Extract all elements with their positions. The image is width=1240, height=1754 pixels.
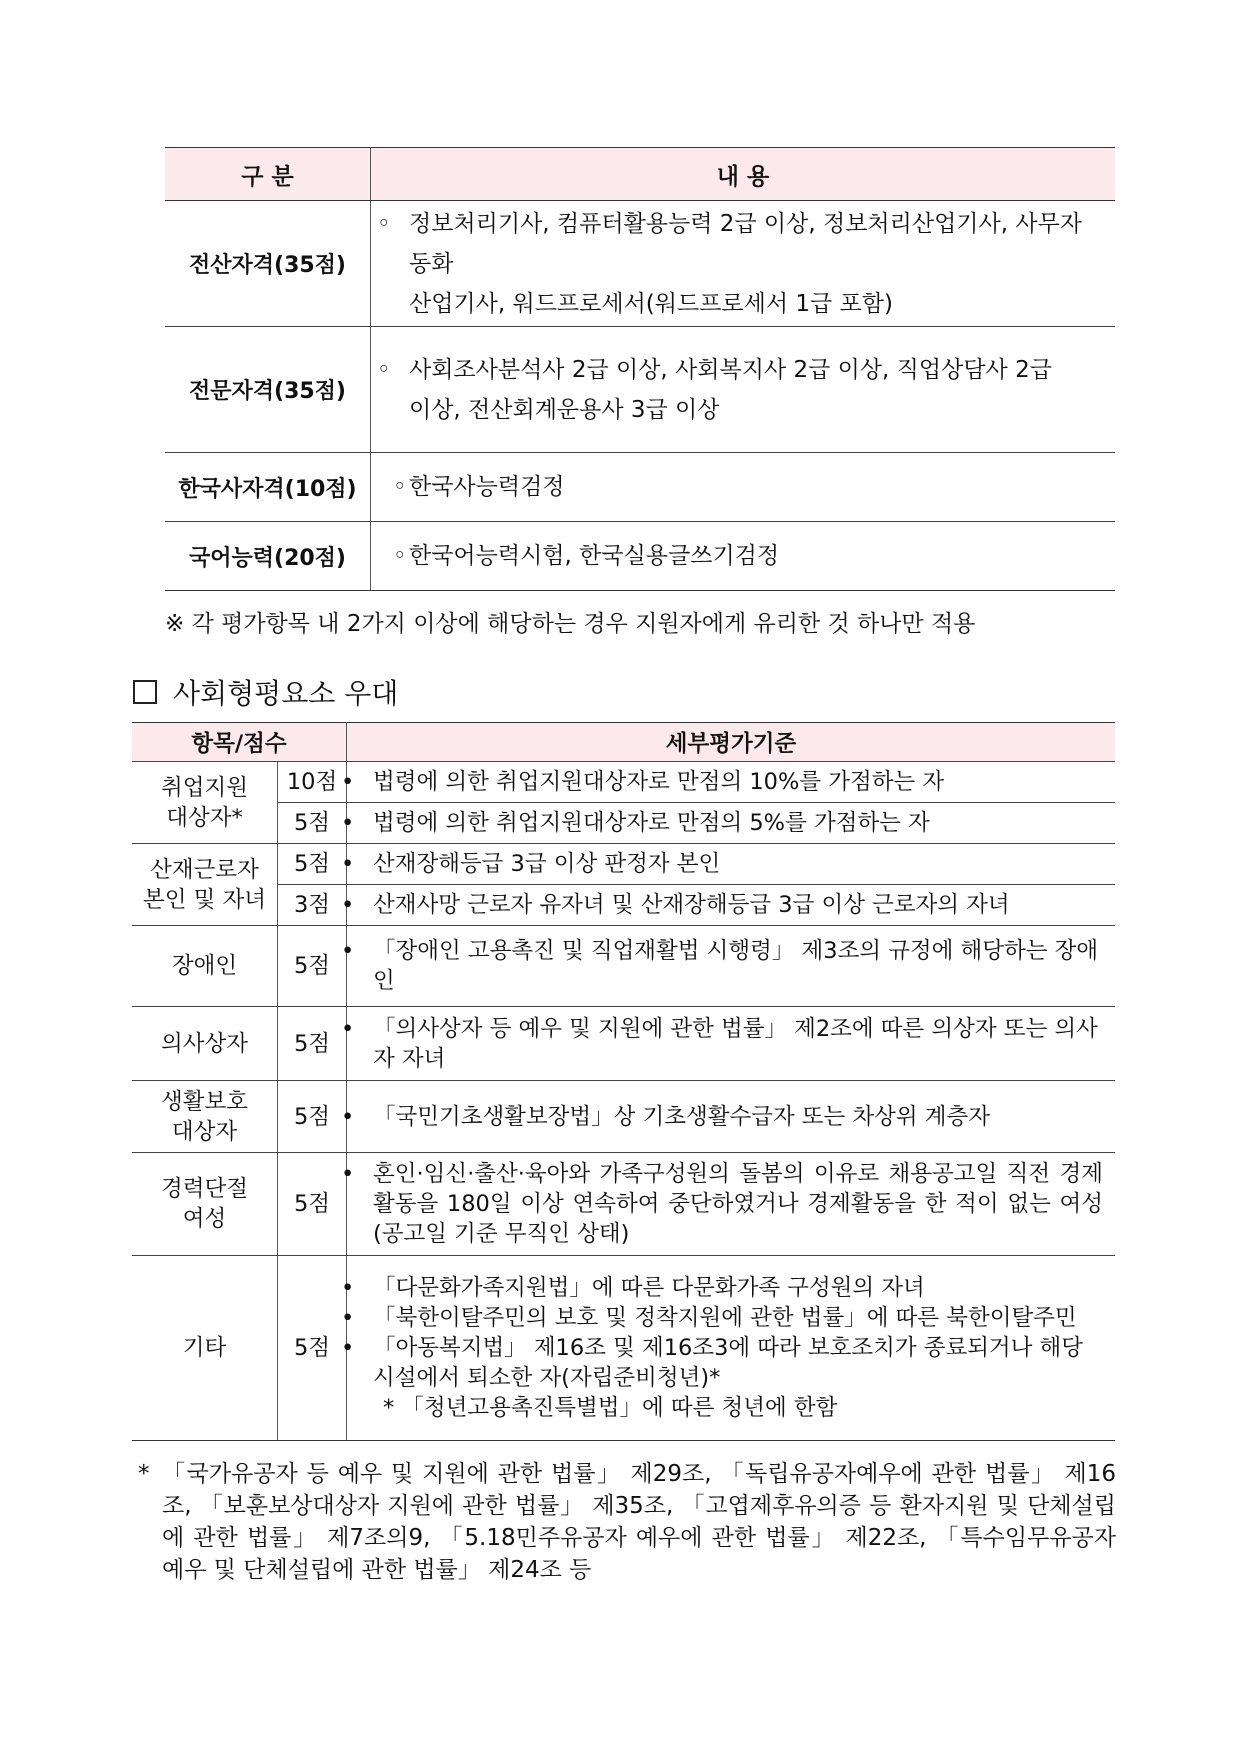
content-cell: ◦ 사회조사분석사 2급 이상, 사회복지사 2급 이상, 직업상담사 2급 이상, 전산회계운용사 3급 이상 xyxy=(371,327,1116,453)
bullet-icon: • xyxy=(341,1161,355,1187)
bullet-icon: • xyxy=(341,1103,355,1130)
criteria-cell: • 법령에 의한 취업지원대상자로 만점의 5%를 가점하는 자 xyxy=(347,803,1116,844)
score-cell: 5점 xyxy=(278,926,347,1007)
criteria-cell: • 산재사망 근로자 유자녀 및 산재장해등급 3급 이상 근로자의 자녀 xyxy=(347,885,1116,926)
section-title: 사회형평요소 우대 xyxy=(173,677,399,710)
item-cell: 의사상자 xyxy=(132,1007,278,1081)
bullet-icon: • xyxy=(341,1015,355,1042)
criteria-cell: • 산재장해등급 3급 이상 판정자 본인 xyxy=(347,844,1116,885)
content-cell: ◦ 한국사능력검정 xyxy=(371,453,1116,522)
score-cell: 5점 xyxy=(278,844,347,885)
qualification-table xyxy=(165,147,1115,591)
bullet-icon: • xyxy=(341,810,355,836)
criteria-cell: • 법령에 의한 취업지원대상자로 만점의 10%를 가점하는 자 xyxy=(347,762,1116,803)
footnote xyxy=(138,1458,1116,1586)
table-row xyxy=(132,803,1115,844)
table-row xyxy=(132,926,1115,1007)
criteria-cell: • 「국민기초생활보장법」상 기초생활수급자 또는 차상위 계층자 xyxy=(347,1081,1116,1153)
criteria-subnote: * 「청년고용촉진특별법」에 따른 청년에 한함 xyxy=(383,1395,838,1421)
bullet-icon: • xyxy=(341,851,355,877)
table-row xyxy=(132,844,1115,885)
item-cell: 경력단절 여성 xyxy=(132,1153,278,1256)
category-label: 전산자격(35점) xyxy=(165,201,371,327)
bullet-icon: • xyxy=(341,769,355,795)
table-row xyxy=(132,762,1115,803)
bullet-icon: ◦ xyxy=(377,210,391,237)
bullet-icon: • xyxy=(341,938,355,964)
item-cell: 장애인 xyxy=(132,926,278,1007)
bullet-icon: • xyxy=(341,1335,355,1361)
score-cell: 3점 xyxy=(278,885,347,926)
footnote-mark: * xyxy=(138,1461,150,1487)
item-cell: 기타 xyxy=(132,1256,278,1441)
social-equity-table xyxy=(132,722,1115,1441)
table-row xyxy=(165,327,1115,453)
category-label: 한국사자격(10점) xyxy=(165,453,371,522)
footnote-text: 「국가유공자 등 예우 및 지원에 관한 법률」 제29조, 「독립유공자예우에 관한 법률」 제16조, 「보훈보상대상자 지원에 관한 법률」 제35조, 「고엽제후유의증 등 환자지원 및 단체설립에 관한 법률」 제7조의9, 「5.18민주유공자 예우에 관한 법률」 제22조, 「특수임무유공자 예우 및 단체설립에 관한 법률」 제24조 등 xyxy=(162,1461,1116,1583)
score-cell: 5점 xyxy=(278,1007,347,1081)
item-cell: 취업지원 대상자* xyxy=(132,762,278,844)
table-row xyxy=(165,201,1115,327)
table-row xyxy=(132,885,1115,926)
bullet-icon: • xyxy=(341,1275,355,1301)
category-label: 국어능력(20점) xyxy=(165,522,371,591)
table-row xyxy=(132,1256,1115,1441)
table1-note: ※ 각 평가항목 내 2가지 이상에 해당하는 경우 지원자에게 유리한 것 하나만 적용 xyxy=(165,611,976,637)
bullet-icon: ◦ xyxy=(377,356,391,383)
criteria-cell: • 「장애인 고용촉진 및 직업재활법 시행령」 제3조의 규정에 해당하는 장애인 xyxy=(347,926,1116,1007)
item-cell: 생활보호 대상자 xyxy=(132,1081,278,1153)
table1-header-category: 구 분 xyxy=(165,148,371,201)
table-row xyxy=(165,453,1115,522)
category-label: 전문자격(35점) xyxy=(165,327,371,453)
score-cell: 5점 xyxy=(278,1256,347,1441)
score-cell: 5점 xyxy=(278,1153,347,1256)
bullet-icon: ◦ xyxy=(393,543,407,569)
table1-header-content: 내 용 xyxy=(371,148,1116,201)
bullet-icon: ◦ xyxy=(393,474,407,500)
item-cell: 산재근로자 본인 및 자녀 xyxy=(132,844,278,926)
bullet-icon: • xyxy=(341,1305,355,1331)
table-row xyxy=(132,1153,1115,1256)
score-cell: 5점 xyxy=(278,803,347,844)
criteria-cell: • 「다문화가족지원법」에 따른 다문화가족 구성원의 자녀 • 「북한이탈주민의 보호 및 정착지원에 관한 법률」에 따른 북한이탈주민 • 「아동복지법」 제16조 및 제16조3에 따라 보호조치가 종료되거나 해당 시설에서 퇴소한 자(자립준비청년)* * 「청년고용촉진특별법」에 따른 청년에 한함 xyxy=(347,1256,1116,1441)
table-row xyxy=(165,522,1115,591)
criteria-cell: • 혼인·임신·출산·육아와 가족구성원의 돌봄의 이유로 채용공고일 직전 경제활동을 180일 이상 연속하여 중단하였거나 경제활동을 한 적이 없는 여성(공고일 기준 무직인 상태) xyxy=(347,1153,1116,1256)
content-cell: ◦ 한국어능력시험, 한국실용글쓰기검정 xyxy=(371,522,1116,591)
score-cell: 5점 xyxy=(278,1081,347,1153)
bullet-icon: • xyxy=(341,892,355,918)
criteria-cell: • 「의사상자 등 예우 및 지원에 관한 법률」 제2조에 따른 의상자 또는 의사자 자녀 xyxy=(347,1007,1116,1081)
score-cell: 10점 xyxy=(278,762,347,803)
content-cell: ◦ 정보처리기사, 컴퓨터활용능력 2급 이상, 정보처리산업기사, 사무자동화 산업기사, 워드프로세서(워드프로세서 1급 포함) xyxy=(371,201,1116,327)
table2-header-item: 항목/점수 xyxy=(132,723,347,762)
table2-header-criteria: 세부평가기준 xyxy=(347,723,1116,762)
table-row xyxy=(132,1081,1115,1153)
checkbox-square-icon xyxy=(133,680,157,704)
section-heading xyxy=(133,672,398,712)
table-row xyxy=(132,1007,1115,1081)
